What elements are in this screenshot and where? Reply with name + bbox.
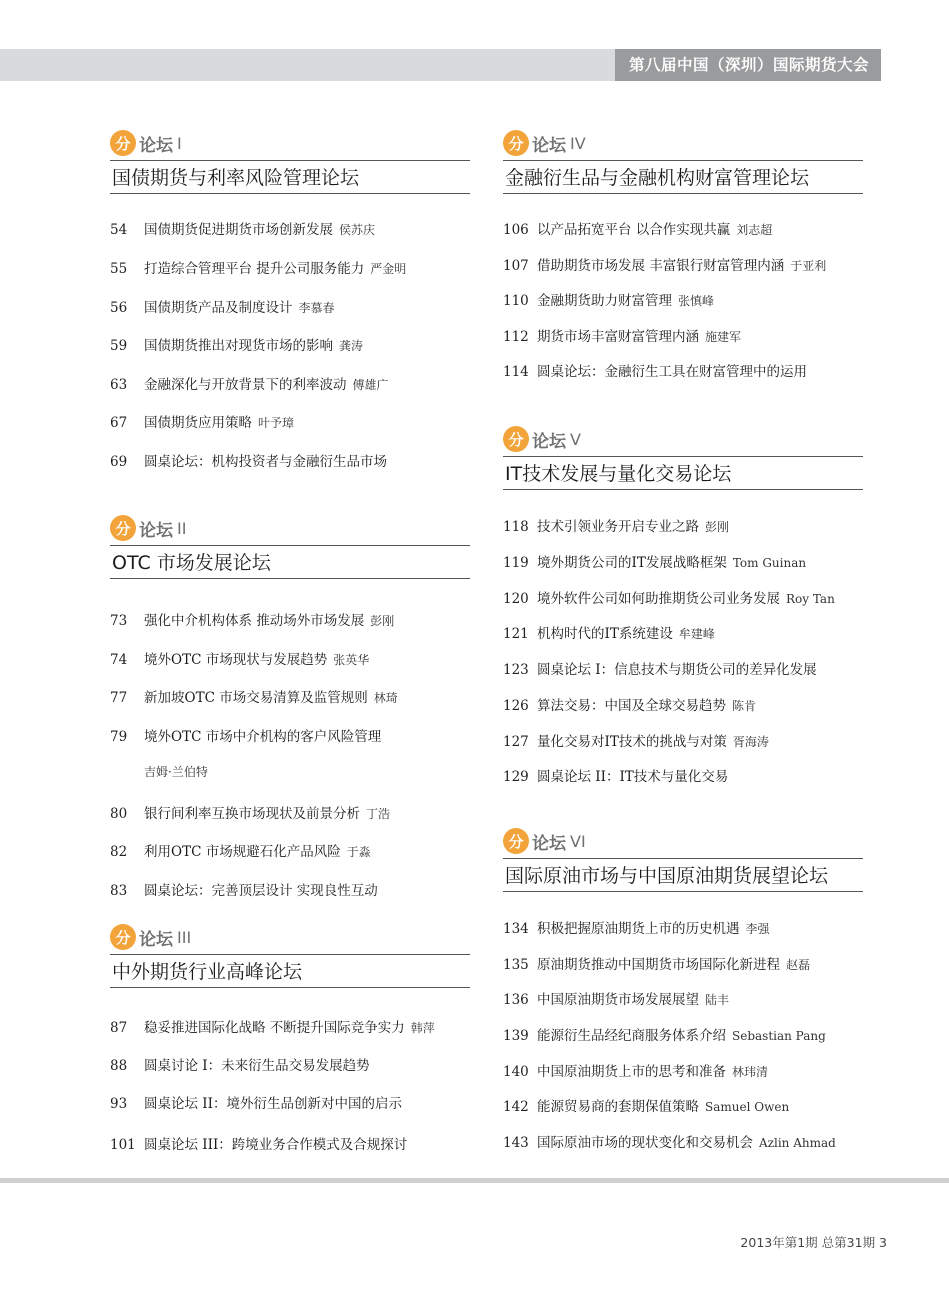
page-number: 142 (503, 1099, 529, 1115)
forum-title: 国际原油市场与中国原油期货展望论坛 (503, 858, 863, 892)
article-item[interactable] (110, 609, 470, 648)
page-number: 140 (503, 1064, 529, 1080)
page-number: 143 (503, 1135, 529, 1151)
forum-number: IV (570, 133, 586, 153)
page-number: 129 (503, 769, 529, 785)
page-number: 55 (110, 261, 128, 277)
page-number: 83 (110, 883, 128, 899)
page-number: 82 (110, 844, 128, 860)
article-item[interactable] (110, 334, 470, 373)
article-author: 施建军 (705, 330, 742, 344)
article-title: 银行间利率互换市场现状及前景分析 (144, 806, 360, 822)
article-item[interactable] (503, 730, 863, 765)
page-number: 63 (110, 377, 128, 393)
article-author: 叶予璋 (258, 416, 295, 430)
page-number: 127 (503, 734, 529, 750)
page-number: 93 (110, 1096, 128, 1112)
article-title: 中国原油期货市场发展展望 (537, 992, 699, 1008)
article-title: 以产品拓宽平台 以合作实现共赢 (537, 222, 731, 238)
page-number: 135 (503, 957, 529, 973)
article-item[interactable] (503, 289, 863, 325)
article-item[interactable] (503, 515, 863, 551)
article-list (503, 917, 863, 1151)
article-author: 彭刚 (370, 614, 395, 628)
conference-title: 第八届中国（深圳）国际期货大会 (615, 49, 881, 81)
article-item[interactable] (110, 648, 470, 686)
article-item[interactable] (503, 988, 863, 1024)
forum-label (503, 128, 863, 158)
article-title: 能源贸易商的套期保值策略 (537, 1099, 699, 1115)
article-author: 傅雄广 (352, 378, 389, 392)
footer-divider (0, 1178, 949, 1183)
article-author: 赵磊 (786, 958, 811, 972)
article-author: 于淼 (346, 845, 371, 859)
article-title: 国债期货产品及制度设计 (144, 300, 293, 316)
article-list (110, 218, 470, 470)
article-title: 期货市场丰富财富管理内涵 (537, 329, 699, 345)
forum-section-1 (110, 128, 470, 470)
page-number: 101 (110, 1137, 136, 1153)
article-title: 强化中介机构体系 推动场外市场发展 (144, 613, 365, 629)
page-number: 87 (110, 1020, 128, 1036)
article-title: 圆桌论坛 III：跨境业务合作模式及合规探讨 (144, 1137, 408, 1153)
article-item[interactable] (503, 551, 863, 587)
article-title: 圆桌论坛 II：境外衍生品创新对中国的启示 (144, 1096, 402, 1112)
forum-label (110, 922, 470, 952)
article-title: 国际原油市场的现状变化和交易机会 (537, 1135, 753, 1151)
article-author: Tom Guinan (732, 556, 807, 570)
forum-section-3 (110, 922, 470, 1153)
article-title: 圆桌讨论 I：未来衍生品交易发展趋势 (144, 1058, 370, 1074)
article-title: 利用OTC 市场规避石化产品风险 (144, 844, 341, 860)
article-item[interactable] (503, 587, 863, 622)
forum-title: OTC 市场发展论坛 (110, 545, 470, 579)
article-author: 李慕春 (298, 301, 335, 315)
article-author: 张慎峰 (678, 294, 715, 308)
page-number: 80 (110, 806, 128, 822)
article-author: 刘志超 (736, 223, 773, 237)
forum-badge-icon: 分 (503, 130, 529, 156)
article-item[interactable] (503, 765, 863, 785)
article-item[interactable] (110, 686, 470, 725)
forum-title: IT技术发展与量化交易论坛 (503, 456, 863, 490)
forum-number: III (177, 927, 192, 947)
page-number: 126 (503, 698, 529, 714)
page-number: 107 (503, 258, 529, 274)
article-title: 圆桌论坛：金融衍生工具在财富管理中的运用 (537, 364, 807, 380)
article-title: 金融深化与开放背景下的利率波动 (144, 377, 347, 393)
article-title: 境外软件公司如何助推期货公司业务发展 (537, 591, 780, 607)
article-author: Sebastian Pang (732, 1029, 826, 1043)
article-author: 丁浩 (366, 807, 391, 821)
article-item[interactable] (503, 1060, 863, 1095)
forum-title: 国债期货与利率风险管理论坛 (110, 160, 470, 194)
article-title: 国债期货促进期货市场创新发展 (144, 222, 333, 238)
article-title: 境外OTC 市场中介机构的客户风险管理 (144, 729, 382, 745)
article-title: 稳妥推进国际化战略 不断提升国际竞争实力 (144, 1020, 405, 1036)
page-number: 67 (110, 415, 128, 431)
page-number: 74 (110, 652, 128, 668)
article-item[interactable] (503, 1131, 863, 1151)
article-item[interactable] (110, 218, 470, 257)
article-item[interactable] (503, 953, 863, 988)
article-list (503, 218, 863, 380)
article-title: 借助期货市场发展 丰富银行财富管理内涵 (537, 258, 785, 274)
article-author: Azlin Ahmad (759, 1136, 836, 1150)
article-item[interactable] (503, 622, 863, 658)
article-list (110, 1016, 470, 1153)
article-item[interactable] (503, 254, 863, 289)
page-number: 134 (503, 921, 529, 937)
article-item[interactable] (110, 257, 470, 296)
article-item[interactable] (503, 917, 863, 953)
page-number: 54 (110, 222, 128, 238)
article-title: 国债期货应用策略 (144, 415, 252, 431)
forum-section-6 (503, 826, 863, 1151)
forum-label (110, 128, 470, 158)
article-item[interactable] (110, 373, 470, 411)
forum-label-text: 论坛 (532, 431, 566, 452)
article-title: 新加坡OTC 市场交易清算及监管规则 (144, 690, 368, 706)
forum-label-text: 论坛 (139, 929, 173, 950)
article-author: 林玮清 (732, 1065, 769, 1079)
forum-number: I (177, 133, 182, 153)
article-item[interactable] (110, 1092, 470, 1133)
forum-section-4 (503, 128, 863, 380)
page-number: 121 (503, 626, 529, 642)
page-number: 112 (503, 329, 529, 345)
article-author: 侯苏庆 (339, 223, 376, 237)
article-item[interactable] (110, 450, 470, 470)
article-title: 境外期货公司的IT发展战略框架 (537, 555, 727, 571)
page-number: 139 (503, 1028, 529, 1044)
article-item[interactable] (110, 802, 470, 840)
article-item[interactable] (503, 694, 863, 730)
article-item[interactable] (503, 360, 863, 380)
article-title: 机构时代的IT系统建设 (537, 626, 673, 642)
forum-label (503, 826, 863, 856)
page-number: 59 (110, 338, 128, 354)
article-item[interactable] (110, 296, 470, 334)
article-author: Roy Tan (786, 592, 835, 606)
article-title: 量化交易对IT技术的挑战与对策 (537, 734, 727, 750)
article-item[interactable] (110, 1133, 470, 1153)
article-title: 金融期货助力财富管理 (537, 293, 672, 309)
page-number: 136 (503, 992, 529, 1008)
article-item[interactable] (503, 325, 863, 360)
forum-title: 金融衍生品与金融机构财富管理论坛 (503, 160, 863, 194)
issue-info: 2013年第1期 总第31期 3 (740, 1235, 887, 1250)
article-item[interactable] (110, 1016, 470, 1054)
article-title: 圆桌论坛：机构投资者与金融衍生品市场 (144, 454, 387, 470)
article-item[interactable] (503, 218, 863, 254)
article-author: 陈肯 (732, 699, 757, 713)
page-number: 110 (503, 293, 529, 309)
article-author: 吉姆·兰伯特 (144, 765, 208, 779)
article-author: Samuel Owen (705, 1100, 790, 1114)
page-number: 119 (503, 555, 529, 571)
forum-section-2 (110, 513, 470, 899)
article-author: 严金明 (370, 262, 407, 276)
forum-badge-icon: 分 (503, 828, 529, 854)
article-title: 圆桌论坛：完善顶层设计 实现良性互动 (144, 883, 378, 899)
article-author: 龚涛 (339, 339, 364, 353)
forum-number: II (177, 518, 187, 538)
article-item[interactable] (110, 725, 470, 763)
article-item[interactable] (503, 1095, 863, 1131)
article-item[interactable] (110, 411, 470, 450)
forum-label (503, 424, 863, 454)
article-author: 牟建峰 (678, 627, 715, 641)
forum-section-5 (503, 424, 863, 785)
article-item[interactable] (110, 840, 470, 879)
page-number: 56 (110, 300, 128, 316)
article-author: 陆丰 (705, 993, 730, 1007)
page-number: 69 (110, 454, 128, 470)
forum-badge-icon: 分 (503, 426, 529, 452)
forum-label-text: 论坛 (532, 833, 566, 854)
forum-label-text: 论坛 (139, 135, 173, 156)
article-title: 积极把握原油期货上市的历史机遇 (537, 921, 740, 937)
article-item[interactable] (110, 879, 470, 899)
forum-title: 中外期货行业高峰论坛 (110, 954, 470, 988)
header-bar (0, 49, 881, 81)
article-author: 韩萍 (410, 1021, 435, 1035)
page-number: 114 (503, 364, 529, 380)
article-author: 李强 (745, 922, 770, 936)
article-title: 打造综合管理平台 提升公司服务能力 (144, 261, 365, 277)
article-author: 林琦 (373, 691, 398, 705)
article-title: 境外OTC 市场现状与发展趋势 (144, 652, 328, 668)
page-number: 88 (110, 1058, 128, 1074)
page-number: 123 (503, 662, 529, 678)
forum-badge-icon: 分 (110, 130, 136, 156)
forum-badge-icon: 分 (110, 924, 136, 950)
page-number: 73 (110, 613, 128, 629)
forum-label (110, 513, 470, 543)
article-item[interactable] (110, 1054, 470, 1092)
article-title: 原油期货推动中国期货市场国际化新进程 (537, 957, 780, 973)
article-item-continuation[interactable] (110, 763, 470, 802)
article-author: 胥海涛 (732, 735, 769, 749)
forum-label-text: 论坛 (139, 520, 173, 541)
forum-number: V (570, 429, 581, 449)
article-item[interactable] (503, 1024, 863, 1060)
article-title: 中国原油期货上市的思考和准备 (537, 1064, 726, 1080)
article-title: 算法交易：中国及全球交易趋势 (537, 698, 726, 714)
article-title: 圆桌论坛 II：IT技术与量化交易 (537, 769, 729, 785)
article-title: 能源衍生品经纪商服务体系介绍 (537, 1028, 726, 1044)
article-title: 国债期货推出对现货市场的影响 (144, 338, 333, 354)
forum-label-text: 论坛 (532, 135, 566, 156)
article-author: 于亚利 (790, 259, 827, 273)
page-number: 120 (503, 591, 529, 607)
article-author: 彭刚 (705, 520, 730, 534)
page-number: 77 (110, 690, 128, 706)
forum-badge-icon: 分 (110, 515, 136, 541)
article-list (503, 515, 863, 785)
page-number: 106 (503, 222, 529, 238)
forum-number: VI (570, 831, 586, 851)
page-number: 118 (503, 519, 529, 535)
article-title: 技术引领业务开启专业之路 (537, 519, 699, 535)
article-list (110, 609, 470, 899)
page-number: 79 (110, 729, 128, 745)
article-title: 圆桌论坛 I：信息技术与期货公司的差异化发展 (537, 662, 817, 678)
article-item[interactable] (503, 658, 863, 694)
article-author: 张英华 (333, 653, 370, 667)
